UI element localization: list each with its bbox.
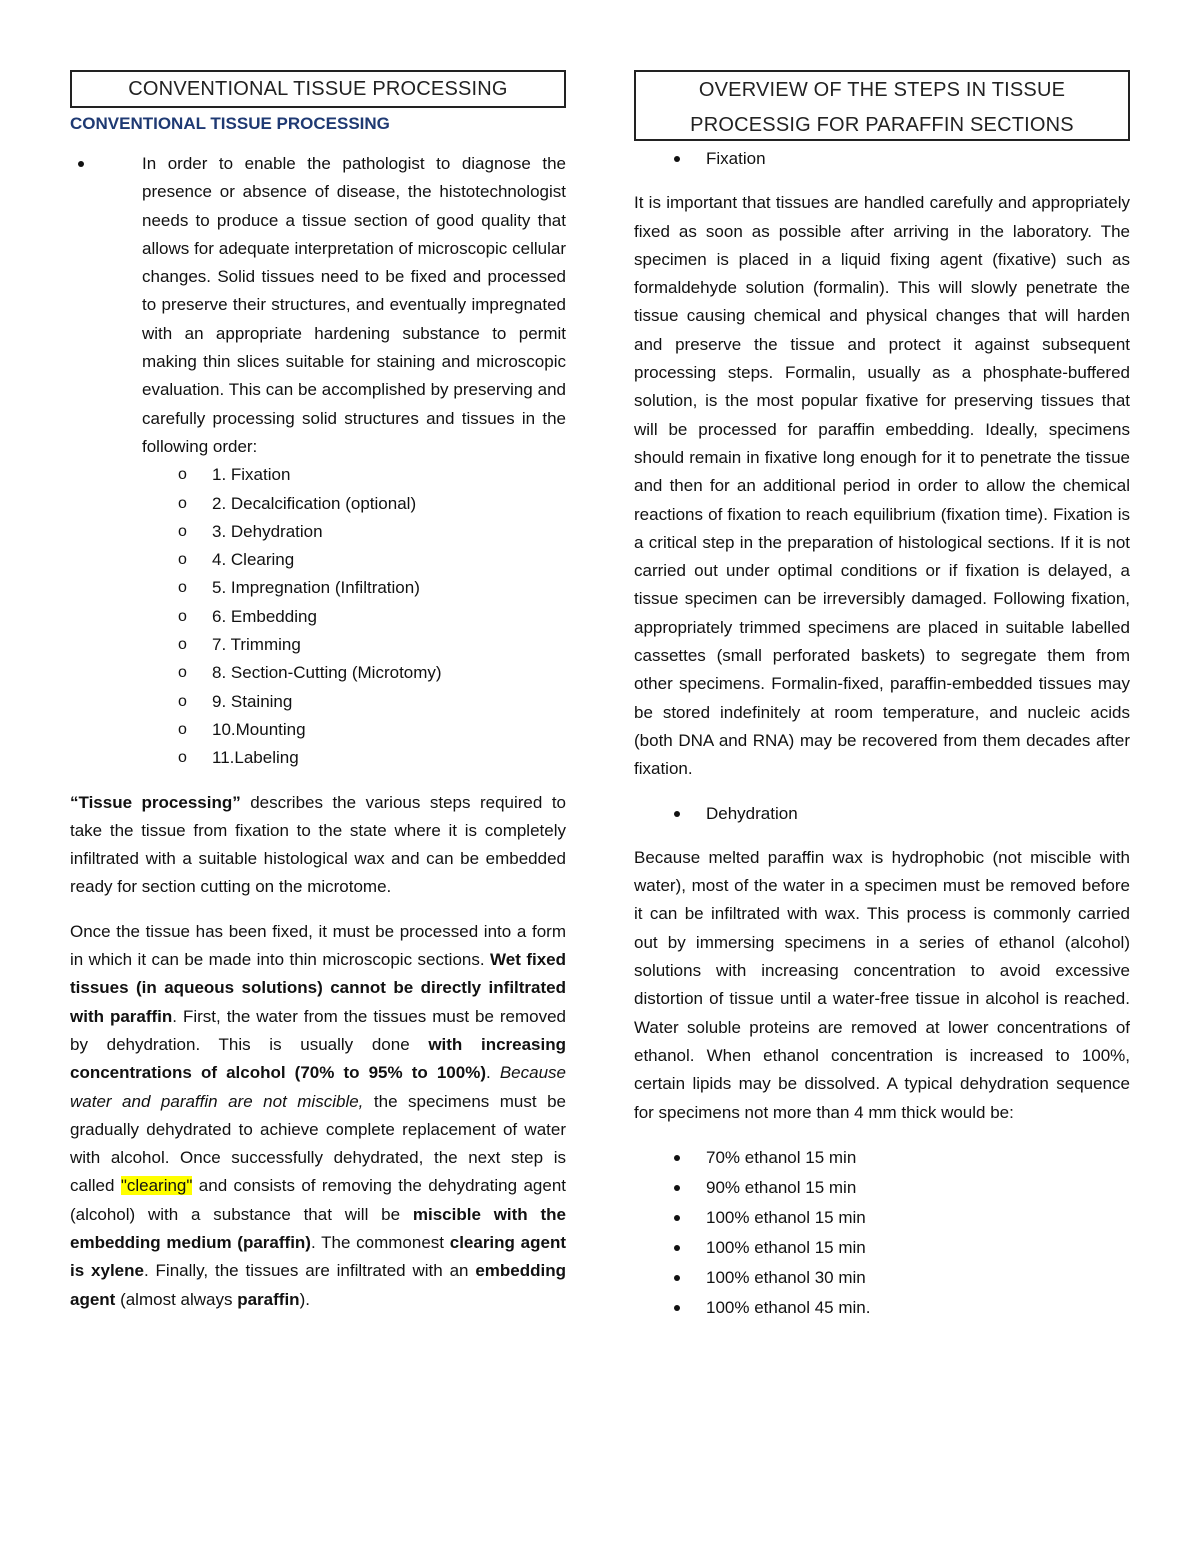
step-item: o 1. Fixation xyxy=(70,461,566,489)
dehydration-paragraph: Because melted paraffin wax is hydrophobic (not miscible with water), most of the water in a specimen must be removed before it can be infiltrated with wax. This process is commonly carried out by immersing specimens in a series of ethanol (alcohol) solutions with increasing concentration to avoid excessive distortion of tissue until a water-free tissue in alcohol is reached. Water soluble proteins are removed at lower concentrations of ethanol. When ethanol concentration is increased to 100%, certain lipids may be dissolved. A typical dehydration sequence for specimens not more than 4 mm thick would be: xyxy=(634,847,1130,1122)
text-run: ). xyxy=(299,1289,310,1309)
text-run: the specimens must be gradually dehydrated to achieve complete replacement of water with alcohol. Once successfully dehydrated, the next step is called xyxy=(70,1091,566,1196)
text-run: and consists of removing the dehydrating agent (alcohol) with a substance that will be xyxy=(70,1176,567,1224)
processing-paragraph xyxy=(70,918,566,1314)
tissue-processing-term: “Tissue processing” xyxy=(70,792,241,812)
step-item: o 6. Embedding xyxy=(70,603,566,631)
step-item: o 7. Trimming xyxy=(70,631,566,659)
tissue-processing-paragraph xyxy=(70,789,566,902)
bold-run: miscible with the embedding medium (paraffin) xyxy=(70,1204,566,1252)
intro-bullet xyxy=(70,150,566,461)
right-title-box xyxy=(634,70,1130,141)
left-column xyxy=(70,70,566,1314)
highlighted-clearing: "clearing" xyxy=(120,1176,193,1196)
italic-run: Because water and paraffin are not miscible, xyxy=(70,1063,566,1111)
intro-text: In order to enable the pathologist to diagnose the presence or absence of disease, the histotechnologist needs to produce a tissue section of good quality that allows for adequate interpretation of microscopic cellular changes. Solid tissues need to be fixed and processed to preserve their structures, and eventually impregnated with an appropriate hardening substance to permit making thin slices suitable for staining and microscopic evaluation. This can be accomplished by preserving and carefully processing solid structures and tissues in the following order: xyxy=(142,154,566,456)
steps-list xyxy=(70,461,566,772)
sequence-item: 100% ethanol 15 min xyxy=(634,1203,1130,1233)
bold-run: with increasing concentrations of alcohol (70% to 95% to 100%) xyxy=(70,1034,566,1083)
left-title-box: CONVENTIONAL TISSUE PROCESSING xyxy=(70,70,566,108)
bold-run: clearing agent is xylene xyxy=(70,1232,566,1281)
step-item: o 11.Labeling xyxy=(70,744,566,772)
sequence-item: 70% ethanol 15 min xyxy=(634,1143,1130,1173)
text-run: (almost always xyxy=(115,1289,238,1309)
step-item: o 8. Section-Cutting (Microtomy) xyxy=(70,659,566,687)
text-run: . The commonest xyxy=(310,1232,450,1252)
sequence-item: 90% ethanol 15 min xyxy=(634,1173,1130,1203)
text-run: . xyxy=(486,1063,500,1083)
step-item: o 2. Decalcification (optional) xyxy=(70,490,566,518)
bold-run: Wet fixed tissues (in aqueous solutions) cannot be directly infiltrated with paraffin xyxy=(70,950,566,1026)
step-item: o 9. Staining xyxy=(70,688,566,716)
sequence-item: 100% ethanol 30 min xyxy=(634,1263,1130,1293)
bold-run: embedding agent xyxy=(70,1261,567,1309)
dehydration-heading: Dehydration xyxy=(634,800,1130,828)
right-title-line-1: OVERVIEW OF THE STEPS IN TISSUE xyxy=(698,79,1066,101)
sequence-item: 100% ethanol 45 min. xyxy=(634,1293,1130,1323)
tissue-processing-text: describes the various steps required to take the tissue from fixation to the state where it is completely infiltrated with a suitable histological wax and can be embedded ready for section cutting on the microtome. xyxy=(70,792,566,897)
sequence-item: 100% ethanol 15 min xyxy=(634,1233,1130,1263)
step-item: o 3. Dehydration xyxy=(70,518,566,546)
step-item: o 10.Mounting xyxy=(70,716,566,744)
step-item: o 5. Impregnation (Infiltration) xyxy=(70,574,566,602)
fixation-heading: Fixation xyxy=(634,145,1130,173)
right-title-line-2: PROCESSIG FOR PARAFFIN SECTIONS xyxy=(690,114,1074,136)
left-subheading: CONVENTIONAL TISSUE PROCESSING xyxy=(70,114,390,133)
right-column xyxy=(634,70,1130,1323)
text-run: . Finally, the tissues are infiltrated with an xyxy=(143,1261,476,1281)
step-item: o 4. Clearing xyxy=(70,546,566,574)
text-run: Once the tissue has been fixed, it must be processed into a form in which it can be made into thin microscopic sections. xyxy=(70,921,566,970)
fixation-paragraph: It is important that tissues are handled carefully and appropriately fixed as soon as possible after arriving in the laboratory. The specimen is placed in a liquid fixing agent (fixative) such as formaldehyde solution (formalin). This will slowly penetrate the tissue causing chemical and physical changes that will harden and preserve the tissue and protect it against subsequent processing steps. Formalin, usually as a phosphate-buffered solution, is the most popular fixative for preserving tissues that will be processed for paraffin embedding. Ideally, specimens should remain in fixative long enough for it to penetrate the tissue and then for an additional period in order to allow the chemical reactions of fixation to reach equilibrium (fixation time). Fixation is a critical step in the preparation of histological sections. If it is not carried out under optimal conditions or if fixation is delayed, a tissue specimen can be irreversibly damaged. Following fixation, appropriately trimmed specimens are placed in suitable labelled cassettes (small perforated baskets) to segregate them from other specimens. Formalin-fixed, paraffin-embedded tissues may be stored indefinitely at room temperature, and nucleic acids (both DNA and RNA) may be recovered from them decades after fixation. xyxy=(634,193,1130,779)
text-run: . First, the water from the tissues must be removed by dehydration. This is usually done xyxy=(70,1006,566,1054)
intro-list xyxy=(70,150,566,461)
dehydration-sequence xyxy=(634,1143,1130,1323)
bold-run: paraffin xyxy=(237,1289,300,1309)
